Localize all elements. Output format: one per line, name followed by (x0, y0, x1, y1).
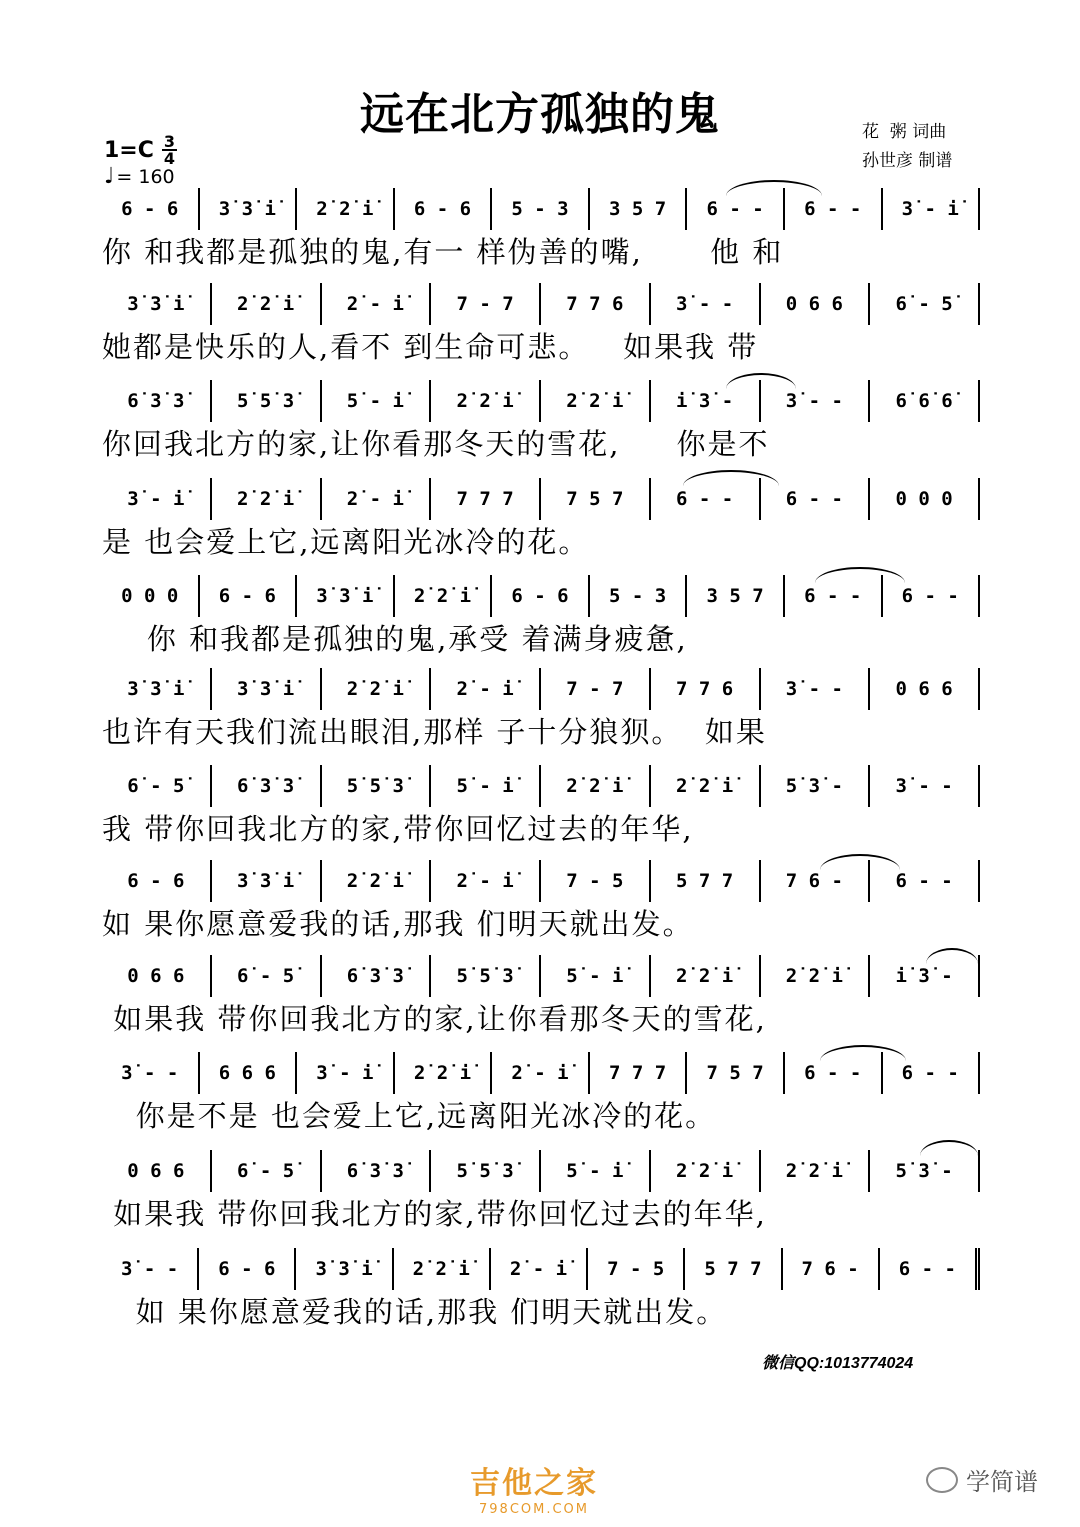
measure (320, 1150, 430, 1192)
score-system (102, 188, 980, 274)
tie-arc (920, 1140, 978, 1156)
lyrics-line: 我 带你回我北方的家,带你回忆过去的年华, (102, 812, 694, 846)
measure (210, 955, 320, 997)
measure-notes: 5̇ - i̇ (346, 390, 404, 412)
measure-notes: 6̇ 3̇ 3̇ (346, 965, 404, 987)
measure-notes: 2̇ 2̇ i̇ (566, 390, 624, 412)
measure-notes: 7 7 6 (676, 678, 734, 700)
measure (868, 765, 980, 807)
score-system (102, 860, 980, 946)
measure (649, 283, 759, 325)
measure (102, 1150, 210, 1192)
measure (393, 188, 491, 230)
measure-notes: 6̇ 3̇ 3̇ (237, 775, 295, 797)
score-system (102, 955, 980, 1041)
measure (683, 1248, 780, 1290)
time-signature (162, 134, 177, 166)
measure (320, 860, 430, 902)
tie-arc (820, 854, 900, 870)
measure (490, 575, 588, 617)
watermark-xuejianpu (926, 1462, 1038, 1497)
measure (759, 765, 869, 807)
measure (102, 860, 210, 902)
measure (759, 283, 869, 325)
tie-arc (815, 567, 905, 583)
measure (588, 1052, 686, 1094)
measure-notes: 6 - - (901, 1062, 959, 1084)
notes-row (102, 1150, 980, 1192)
measure-notes: 0 6 6 (895, 678, 953, 700)
score-system (102, 1150, 980, 1236)
measure (429, 860, 539, 902)
measure (539, 765, 649, 807)
measure-notes: 7 - 7 (566, 678, 624, 700)
measure (490, 1052, 588, 1094)
lyrics-line: 你回我北方的家,让你看那冬天的雪花, 你是不 (102, 427, 770, 461)
measure (649, 1150, 759, 1192)
measure-notes: 7 7 7 (456, 488, 514, 510)
arranger-credit: 孙世彦 制谱 (862, 151, 953, 171)
measure-notes: 3̇ 3̇ i̇ (237, 870, 295, 892)
measure (429, 1150, 539, 1192)
measure-notes: 2̇ 2̇ i̇ (346, 870, 404, 892)
measure-notes: 3̇ - - (895, 775, 953, 797)
score-system (102, 765, 980, 851)
measure (102, 188, 198, 230)
measure (295, 188, 393, 230)
measure (685, 575, 783, 617)
measure-notes: 3̇ 3̇ i̇ (237, 678, 295, 700)
measure-notes: 7 - 7 (456, 293, 514, 315)
tempo-marking (104, 164, 175, 189)
measure (102, 478, 210, 520)
measure (102, 380, 210, 422)
measure (588, 188, 686, 230)
measure-notes: 6̇ - 5̇ (237, 965, 295, 987)
lyrics-line: 她都是快乐的人,看不 到生命可悲。 如果我 带 (102, 330, 759, 364)
measure-notes: 5 7 7 (676, 870, 734, 892)
score-system (102, 668, 980, 754)
measure (759, 668, 869, 710)
measure-notes: 3̇ 3̇ i̇ (127, 678, 185, 700)
measure-notes: 5̇ - i̇ (566, 965, 624, 987)
measure (102, 575, 198, 617)
measure-notes: 6 - - (676, 488, 734, 510)
measure-notes: 3̇ - - (785, 678, 843, 700)
notes-row (102, 955, 980, 997)
measure-notes: 7 - 5 (607, 1258, 665, 1280)
measure-notes: 6̇ - 5̇ (127, 775, 185, 797)
measure-notes: 5̇ 3̇ - (785, 775, 843, 797)
measure (210, 668, 320, 710)
measure (649, 860, 759, 902)
tie-arc (726, 180, 822, 196)
measure-notes: 7 6 - (785, 870, 843, 892)
measure (539, 380, 649, 422)
time-top: 3 (163, 132, 176, 151)
tie-arc (820, 1045, 906, 1061)
measure (197, 1248, 294, 1290)
measure (198, 188, 296, 230)
measure-notes: 2̇ 2̇ i̇ (676, 775, 734, 797)
measure-notes: i̇ 3̇ - (895, 965, 953, 987)
measure (759, 1150, 869, 1192)
measure-notes: 6 - 6 (121, 198, 179, 220)
measure (320, 283, 430, 325)
measure-notes: 2̇ 2̇ i̇ (785, 1160, 843, 1182)
measure-notes: 5 - 3 (608, 585, 667, 607)
wechat-icon (926, 1467, 958, 1493)
measure (198, 575, 296, 617)
score-system (102, 575, 980, 661)
score-system (102, 1052, 980, 1138)
measure (429, 380, 539, 422)
notes-row (102, 668, 980, 710)
key-label: 1=C (104, 137, 154, 163)
measure-notes: 2̇ 2̇ i̇ (316, 198, 374, 220)
measure (102, 1052, 198, 1094)
measure-notes: 2̇ 2̇ i̇ (237, 488, 295, 510)
measure (210, 765, 320, 807)
measure (393, 1052, 491, 1094)
measure-notes: 6 - - (804, 198, 862, 220)
measure-notes: 3̇ - - (121, 1062, 179, 1084)
measure (868, 668, 980, 710)
measure-notes: 3̇ - i̇ (316, 1062, 374, 1084)
measure (102, 765, 210, 807)
measure-notes: 6 - - (804, 1062, 862, 1084)
notes-row (102, 380, 980, 422)
measure-notes: 7 6 - (801, 1258, 859, 1280)
measure-notes: 0 6 6 (127, 965, 185, 987)
lyrics-line: 你 和我都是孤独的鬼,有一 样伪善的嘴, 他 和 (102, 235, 784, 269)
score-system (102, 478, 980, 564)
measure (102, 1248, 197, 1290)
credits (862, 118, 952, 176)
measure-notes: 5̇ 5̇ 3̇ (456, 965, 514, 987)
measure (649, 668, 759, 710)
measure (539, 668, 649, 710)
measure (539, 283, 649, 325)
measure-notes: 3̇ - i̇ (127, 488, 185, 510)
measure-notes: 0 6 6 (127, 1160, 185, 1182)
measure-notes: 3̇ 3̇ i̇ (218, 198, 276, 220)
measure-notes: 0 6 6 (785, 293, 843, 315)
watermark-url: 798COM.COM (479, 1502, 589, 1517)
measure-notes: 6 - - (804, 585, 862, 607)
measure (429, 668, 539, 710)
measure-notes: 3 5 7 (608, 198, 667, 220)
measure (539, 955, 649, 997)
measure (868, 283, 980, 325)
measure-notes: 2̇ 2̇ i̇ (413, 1062, 472, 1084)
measure-notes: 2̇ 2̇ i̇ (456, 390, 514, 412)
notes-row (102, 283, 980, 325)
measure-notes: 5̇ 5̇ 3̇ (456, 1160, 514, 1182)
measure-notes: 2̇ - i̇ (511, 1062, 569, 1084)
measure-notes: 2̇ 2̇ i̇ (785, 965, 843, 987)
measure (868, 380, 980, 422)
measure-notes: 6 6 6 (218, 1062, 276, 1084)
measure-notes: 6 - - (895, 870, 953, 892)
measure-notes: 3̇ - - (676, 293, 734, 315)
measure-notes: 2̇ - i̇ (509, 1258, 568, 1280)
measure-notes: 6 - 6 (413, 198, 472, 220)
measure-notes: i̇ 3̇ - (676, 390, 734, 412)
measure-notes: 6 - 6 (511, 585, 569, 607)
measure-notes: 2̇ - i̇ (456, 678, 514, 700)
measure (759, 955, 869, 997)
measure-notes: 2̇ 2̇ i̇ (413, 585, 472, 607)
measure (429, 283, 539, 325)
lyrics-line: 如果我 带你回我北方的家,让你看那冬天的雪花, (102, 1002, 767, 1036)
lyrics-line: 你 和我都是孤独的鬼,承受 着满身疲惫, (102, 622, 688, 656)
tie-arc (726, 373, 796, 389)
measure (102, 668, 210, 710)
measure-notes: 7 5 7 (706, 1062, 764, 1084)
measure (429, 765, 539, 807)
measure-notes: 6̇ 3̇ 3̇ (127, 390, 185, 412)
measure-notes: 2̇ 2̇ i̇ (237, 293, 295, 315)
measure-notes: 2̇ - i̇ (456, 870, 514, 892)
notes-row (102, 188, 980, 230)
measure (294, 1248, 391, 1290)
measure-notes: 5 - 3 (511, 198, 569, 220)
measure (320, 955, 430, 997)
measure-notes: 5̇ 3̇ - (895, 1160, 953, 1182)
measure (393, 575, 491, 617)
measure (320, 380, 430, 422)
measure-notes: 2̇ 2̇ i̇ (566, 775, 624, 797)
measure (586, 1248, 683, 1290)
measure (685, 1052, 783, 1094)
measure-notes: 5̇ 5̇ 3̇ (237, 390, 295, 412)
measure-notes: 6 - - (898, 1258, 956, 1280)
measure-notes: 7 7 6 (566, 293, 624, 315)
lyrics-line: 也许有天我们流出眼泪,那样 子十分狼狈。 如果 (102, 715, 767, 749)
measure-notes: 6̇ - 5̇ (895, 293, 953, 315)
watermark-title: 吉他之家 (470, 1466, 598, 1501)
score-system (102, 380, 980, 466)
measure-notes: 2̇ 2̇ i̇ (412, 1258, 470, 1280)
measure-notes: 3̇ - i̇ (901, 198, 959, 220)
lyricist-credit: 花 粥 词曲 (862, 122, 947, 142)
measure-notes: 7 - 5 (566, 870, 624, 892)
lyrics-line: 如果我 带你回我北方的家,带你回忆过去的年华, (102, 1197, 767, 1231)
measure-notes: 6̇ - 5̇ (237, 1160, 295, 1182)
measure (295, 1052, 393, 1094)
measure (588, 575, 686, 617)
measure-notes: 6 - 6 (218, 585, 276, 607)
measure (295, 575, 393, 617)
score-system (102, 283, 980, 369)
measure (489, 1248, 586, 1290)
lyrics-line: 你是不是 也会爱上它,远离阳光冰冷的花。 (102, 1099, 717, 1133)
time-bottom: 4 (163, 149, 176, 168)
quarter-note-icon: ♩ (104, 164, 115, 189)
tempo-value: = 160 (116, 165, 175, 188)
measure (320, 668, 430, 710)
measure (210, 380, 320, 422)
measure-notes: 6 - - (901, 585, 959, 607)
measure (881, 188, 981, 230)
measure-notes: 5 7 7 (704, 1258, 762, 1280)
measure-notes: 7 7 7 (608, 1062, 667, 1084)
key-signature (104, 134, 177, 166)
measure-notes: 2̇ 2̇ i̇ (676, 965, 734, 987)
notes-row (102, 765, 980, 807)
measure-notes: 5̇ - i̇ (566, 1160, 624, 1182)
measure-notes: 6̇ 3̇ 3̇ (346, 1160, 404, 1182)
measure (320, 478, 430, 520)
measure-notes: 5̇ 5̇ 3̇ (346, 775, 404, 797)
measure-notes: 3̇ - - (785, 390, 843, 412)
measure (868, 478, 980, 520)
measure (198, 1052, 296, 1094)
measure (490, 188, 588, 230)
measure (539, 860, 649, 902)
measure-notes: 0 0 0 (121, 585, 179, 607)
measure (868, 1150, 980, 1192)
measure-notes: 3̇ 3̇ i̇ (315, 1258, 373, 1280)
measure-notes: 2̇ - i̇ (346, 488, 404, 510)
measure (649, 955, 759, 997)
measure-notes: 2̇ 2̇ i̇ (676, 1160, 734, 1182)
measure-notes: 0 0 0 (895, 488, 953, 510)
measure (320, 765, 430, 807)
notes-row (102, 1248, 980, 1290)
measure-notes: 5̇ - i̇ (456, 775, 514, 797)
measure-notes: 3̇ 3̇ i̇ (127, 293, 185, 315)
measure (649, 765, 759, 807)
measure (102, 283, 210, 325)
measure-notes: 3̇ 3̇ i̇ (316, 585, 374, 607)
measure (392, 1248, 489, 1290)
measure (878, 1248, 980, 1290)
measure-notes: 3 5 7 (706, 585, 764, 607)
lyrics-line: 如 果你愿意爱我的话,那我 们明天就出发。 (102, 907, 694, 941)
lyrics-line: 是 也会爱上它,远离阳光冰冷的花。 (102, 525, 590, 559)
measure-notes: 3̇ - - (121, 1258, 179, 1280)
measure-notes: 6 - - (785, 488, 843, 510)
watermark-label: 学简谱 (966, 1468, 1038, 1496)
measure-notes: 7 5 7 (566, 488, 624, 510)
measure (210, 283, 320, 325)
measure-notes: 6 - 6 (218, 1258, 276, 1280)
measure (429, 478, 539, 520)
measure-notes: 2̇ - i̇ (346, 293, 404, 315)
notes-row (102, 478, 980, 520)
page-title: 远在北方孤独的鬼 (360, 89, 720, 140)
measure-notes: 6̇ 6̇ 6̇ (895, 390, 953, 412)
contact-qq: 微信QQ:1013774024 (762, 1355, 914, 1372)
tie-arc (926, 948, 978, 964)
measure-notes: 6 - - (706, 198, 764, 220)
lyrics-line: 如 果你愿意爱我的话,那我 们明天就出发。 (102, 1295, 728, 1329)
measure (102, 955, 210, 997)
measure-notes: 2̇ 2̇ i̇ (346, 678, 404, 700)
measure (429, 955, 539, 997)
measure (539, 478, 649, 520)
measure (210, 860, 320, 902)
measure (781, 1248, 878, 1290)
score-system (102, 1248, 980, 1334)
measure (210, 1150, 320, 1192)
watermark-guitar-home (470, 1458, 598, 1517)
measure (210, 478, 320, 520)
tie-arc (683, 470, 779, 486)
measure (539, 1150, 649, 1192)
measure-notes: 6 - 6 (127, 870, 185, 892)
